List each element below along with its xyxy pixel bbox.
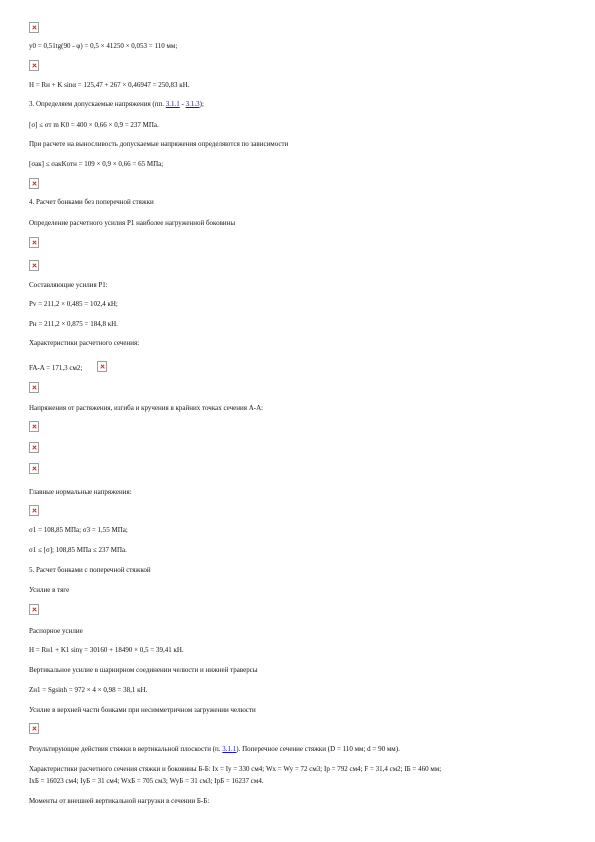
broken-image-icon xyxy=(29,442,39,453)
clause-link-3-1-1[interactable]: 3.1.1 xyxy=(165,100,180,108)
broken-image-icon xyxy=(29,604,39,615)
formula-h2: H = Rн1 + K1 sinγ = 30160 + 18490 × 0,5 = 39,41 кН. xyxy=(29,646,184,654)
formula-y0: y0 = 0,51tg(90 - φ) = 0,5 × 41250 × 0,053 = 110 мм; xyxy=(29,42,178,50)
clause-link-3-1-3[interactable]: 3.1.3 xyxy=(185,100,200,108)
broken-image-icon xyxy=(29,178,39,189)
principal-stresses-paragraph: Главные нормальные напряжения: xyxy=(29,488,132,496)
calc-force-paragraph: Определение расчетного усилия P1 наиболее нагруженной боковины xyxy=(29,219,236,227)
broken-image-icon xyxy=(29,382,39,393)
formula-h: H = Rн + K sinα = 125,47 + 267 × 0,46947 = 250,83 кН. xyxy=(29,81,190,89)
section-characteristics: Характеристики расчетного сечения: xyxy=(29,339,140,347)
section-3-heading: 3. Определяем допускаемые напряжения (пп. 3.1.1 - 3.1.3); xyxy=(29,100,204,108)
formula-sigma-ak: [σак] ≤ σакKотн = 109 × 0,9 × 0,66 = 65 МПа; xyxy=(29,160,164,168)
formula-s1-s3: σ1 = 108,85 МПа; σ3 = 1,55 МПа; xyxy=(29,526,128,534)
formula-fa: FA-A = 171,3 см2; xyxy=(29,364,83,372)
section-5-heading: 5. Расчет бонками с поперечной стяжкой xyxy=(29,566,151,574)
moments-paragraph: Моменты от внешней вертикальной нагрузки в сечении Б-Б: xyxy=(29,797,210,805)
characteristics-line-1: Характеристики расчетного сечения стяжки и боковины Б-Б: Ix = Iy = 330 см4; Wx = Wy = 72 см3; Ip = 792 см4; F = 31,4 см2; IБ = 460 мм; xyxy=(29,765,442,773)
broken-image-icon xyxy=(97,361,107,372)
formula-s1-check: σ1 ≤ [σ]; 108,85 МПа ≤ 237 МПа. xyxy=(29,546,127,554)
broken-image-icon xyxy=(29,237,39,248)
traction-paragraph: Усилие в тяге xyxy=(29,586,70,594)
broken-image-icon xyxy=(29,463,39,474)
spacer-paragraph: Распорное усилие xyxy=(29,627,83,635)
clause-link-3-1-1[interactable]: 3.1.1 xyxy=(222,745,237,753)
broken-image-icon xyxy=(29,60,39,71)
broken-image-icon xyxy=(29,22,39,33)
broken-image-icon xyxy=(29,505,39,516)
section-4-heading: 4. Расчет бонками без поперечной стяжки xyxy=(29,198,154,206)
formula-sigma-allowable: [σ] ≤ σт m K0 = 400 × 0,66 × 0,9 = 237 МПа. xyxy=(29,121,159,129)
fatigue-paragraph: При расчете на выносливость допускаемые напряжения определяются по зависимости xyxy=(29,140,289,148)
broken-image-icon xyxy=(29,260,39,271)
resultant-paragraph: Результирующие действия стяжки в вертикальной плоскости (п. 3.1.1). Поперечное сечение стяжки (D = 110 мм; d = 90 мм). xyxy=(29,745,400,753)
formula-pv: Pv = 211,2 × 0,485 = 102,4 кН; xyxy=(29,300,118,308)
broken-image-icon xyxy=(29,421,39,432)
stresses-paragraph: Напряжения от растяжения, изгиба и кручения в крайних точках сечения A-A: xyxy=(29,404,264,412)
vertical-force-paragraph: Вертикальное усилие в шарнирном соединении челюсти и нижней траверсы xyxy=(29,666,258,674)
formula-z: Zн1 = Sgsinh = 972 × 4 × 0,98 = 38,1 кН. xyxy=(29,686,148,694)
characteristics-line-2: IxБ = 16023 см4; IyБ = 31 см4; WxБ = 705 см3; WyБ = 31 см3; IpБ = 16237 см4. xyxy=(29,777,264,785)
broken-image-icon xyxy=(29,723,39,734)
formula-ph: Pн = 211,2 × 0,875 = 184,8 кН. xyxy=(29,320,118,328)
components-paragraph: Составляющие усилия P1: xyxy=(29,281,108,289)
upper-force-paragraph: Усилие в верхней части бонками при несимметричном загружении челюсти xyxy=(29,706,256,714)
